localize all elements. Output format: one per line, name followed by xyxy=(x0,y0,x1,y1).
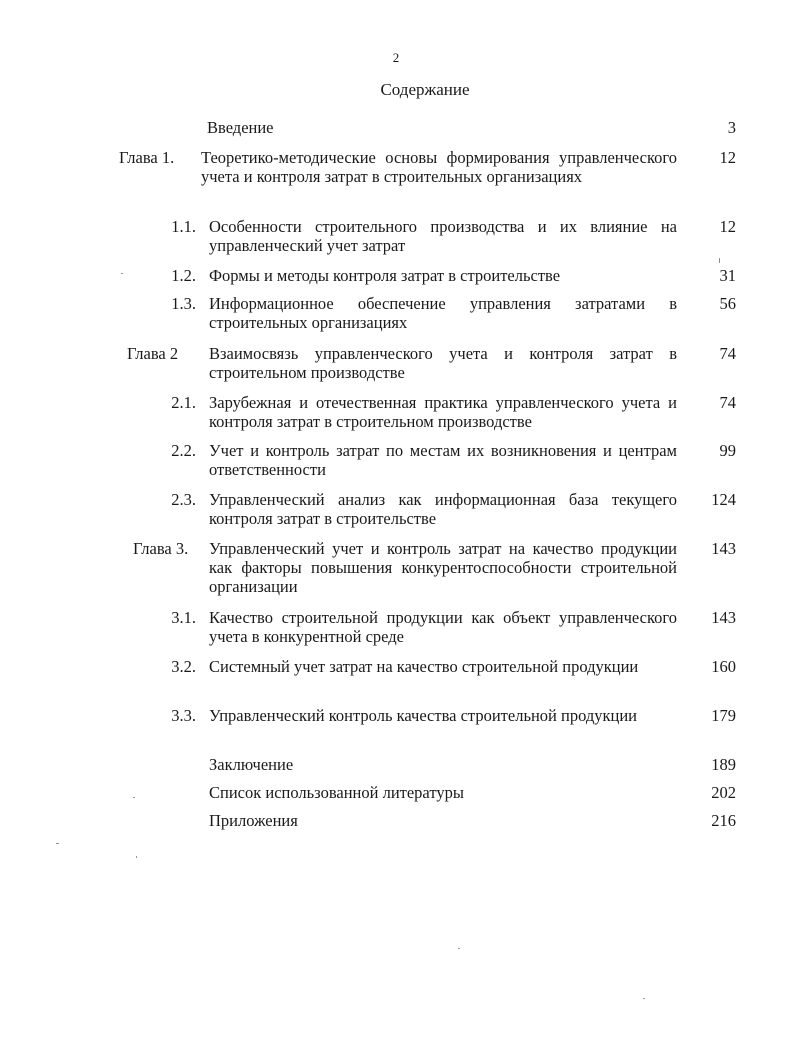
toc-entry-page: 189 xyxy=(711,755,736,774)
scan-speck xyxy=(133,797,135,798)
toc-entry-title: Системный учет затрат на качество строительной продукции xyxy=(209,657,639,676)
page-number: 2 xyxy=(392,50,400,65)
toc-entry-title: Учет и контроль затрат по местам их возникновения и центрам ответственности xyxy=(209,441,677,479)
scan-speck xyxy=(56,843,59,844)
toc-entry-title: Управленческий контроль качества строительной продукции xyxy=(209,706,638,725)
toc-entry-page: 31 xyxy=(719,266,736,285)
toc-entry-title: Взаимосвязь управленческого учета и контроля затрат в строительном производстве xyxy=(209,344,677,382)
scan-speck xyxy=(136,856,137,858)
toc-entry-title: Введение xyxy=(207,118,274,137)
toc-entry-number: Глава 1. xyxy=(119,148,175,167)
toc-entry-title: Список использованной литературы xyxy=(209,783,464,802)
toc-entry-page: 74 xyxy=(719,344,736,363)
toc-entry-page: 56 xyxy=(719,294,736,313)
toc-entry-number: Глава 2 xyxy=(127,344,179,363)
scan-speck xyxy=(458,948,460,949)
toc-entry-title: Особенности строительного производства и их влияние на управленческий учет затрат xyxy=(209,217,677,255)
scan-speck xyxy=(121,273,123,274)
toc-entry-page: 216 xyxy=(711,811,736,830)
toc-entry-title: Теоретико-методические основы формирования управленческого учета и контроля затрат в строительных организациях xyxy=(201,148,677,186)
toc-entry-page: 3 xyxy=(727,118,736,137)
toc-entry-title: Информационное обеспечение управления затратами в строительных организациях xyxy=(209,294,677,332)
toc-entry-page: 74 xyxy=(719,393,736,412)
scan-speck xyxy=(643,998,645,999)
toc-entry-number: 1.2. xyxy=(171,266,196,285)
toc-entry-number: 2.1. xyxy=(171,393,196,412)
toc-entry-number: Глава 3. xyxy=(133,539,189,558)
toc-entry-title: Заключение xyxy=(209,755,294,774)
toc-entry-title: Приложения xyxy=(209,811,298,830)
toc-entry-page: 160 xyxy=(711,657,736,676)
toc-entry-page: 12 xyxy=(719,148,736,167)
toc-entry-number: 3.2. xyxy=(171,657,196,676)
toc-entry-page: 124 xyxy=(711,490,736,509)
toc-entry-page: 179 xyxy=(711,706,736,725)
toc-entry-title: Формы и методы контроля затрат в строительстве xyxy=(209,266,561,285)
toc-entry-number: 1.1. xyxy=(171,217,196,236)
toc-entry-page: 12 xyxy=(719,217,736,236)
scan-speck xyxy=(719,258,720,263)
toc-entry-number: 1.3. xyxy=(171,294,196,313)
toc-entry-number: 3.3. xyxy=(171,706,196,725)
toc-entry-title: Управленческий анализ как информационная база текущего контроля затрат в строительстве xyxy=(209,490,677,528)
toc-entry-page: 143 xyxy=(711,608,736,627)
toc-entry-title: Управленческий учет и контроль затрат на качество продукции как факторы повышения конкурентоспособности строительной организации xyxy=(209,539,677,596)
toc-entry-number: 2.2. xyxy=(171,441,196,460)
toc-entry-page: 99 xyxy=(719,441,736,460)
toc-entry-title: Зарубежная и отечественная практика управленческого учета и контроля затрат в строительном производстве xyxy=(209,393,677,431)
toc-entry-number: 2.3. xyxy=(171,490,196,509)
toc-entry-number: 3.1. xyxy=(171,608,196,627)
toc-title: Содержание xyxy=(380,80,470,99)
toc-entry-page: 143 xyxy=(711,539,736,558)
toc-entry-title: Качество строительной продукции как объект управленческого учета в конкурентной среде xyxy=(209,608,677,646)
toc-entry-page: 202 xyxy=(711,783,736,802)
